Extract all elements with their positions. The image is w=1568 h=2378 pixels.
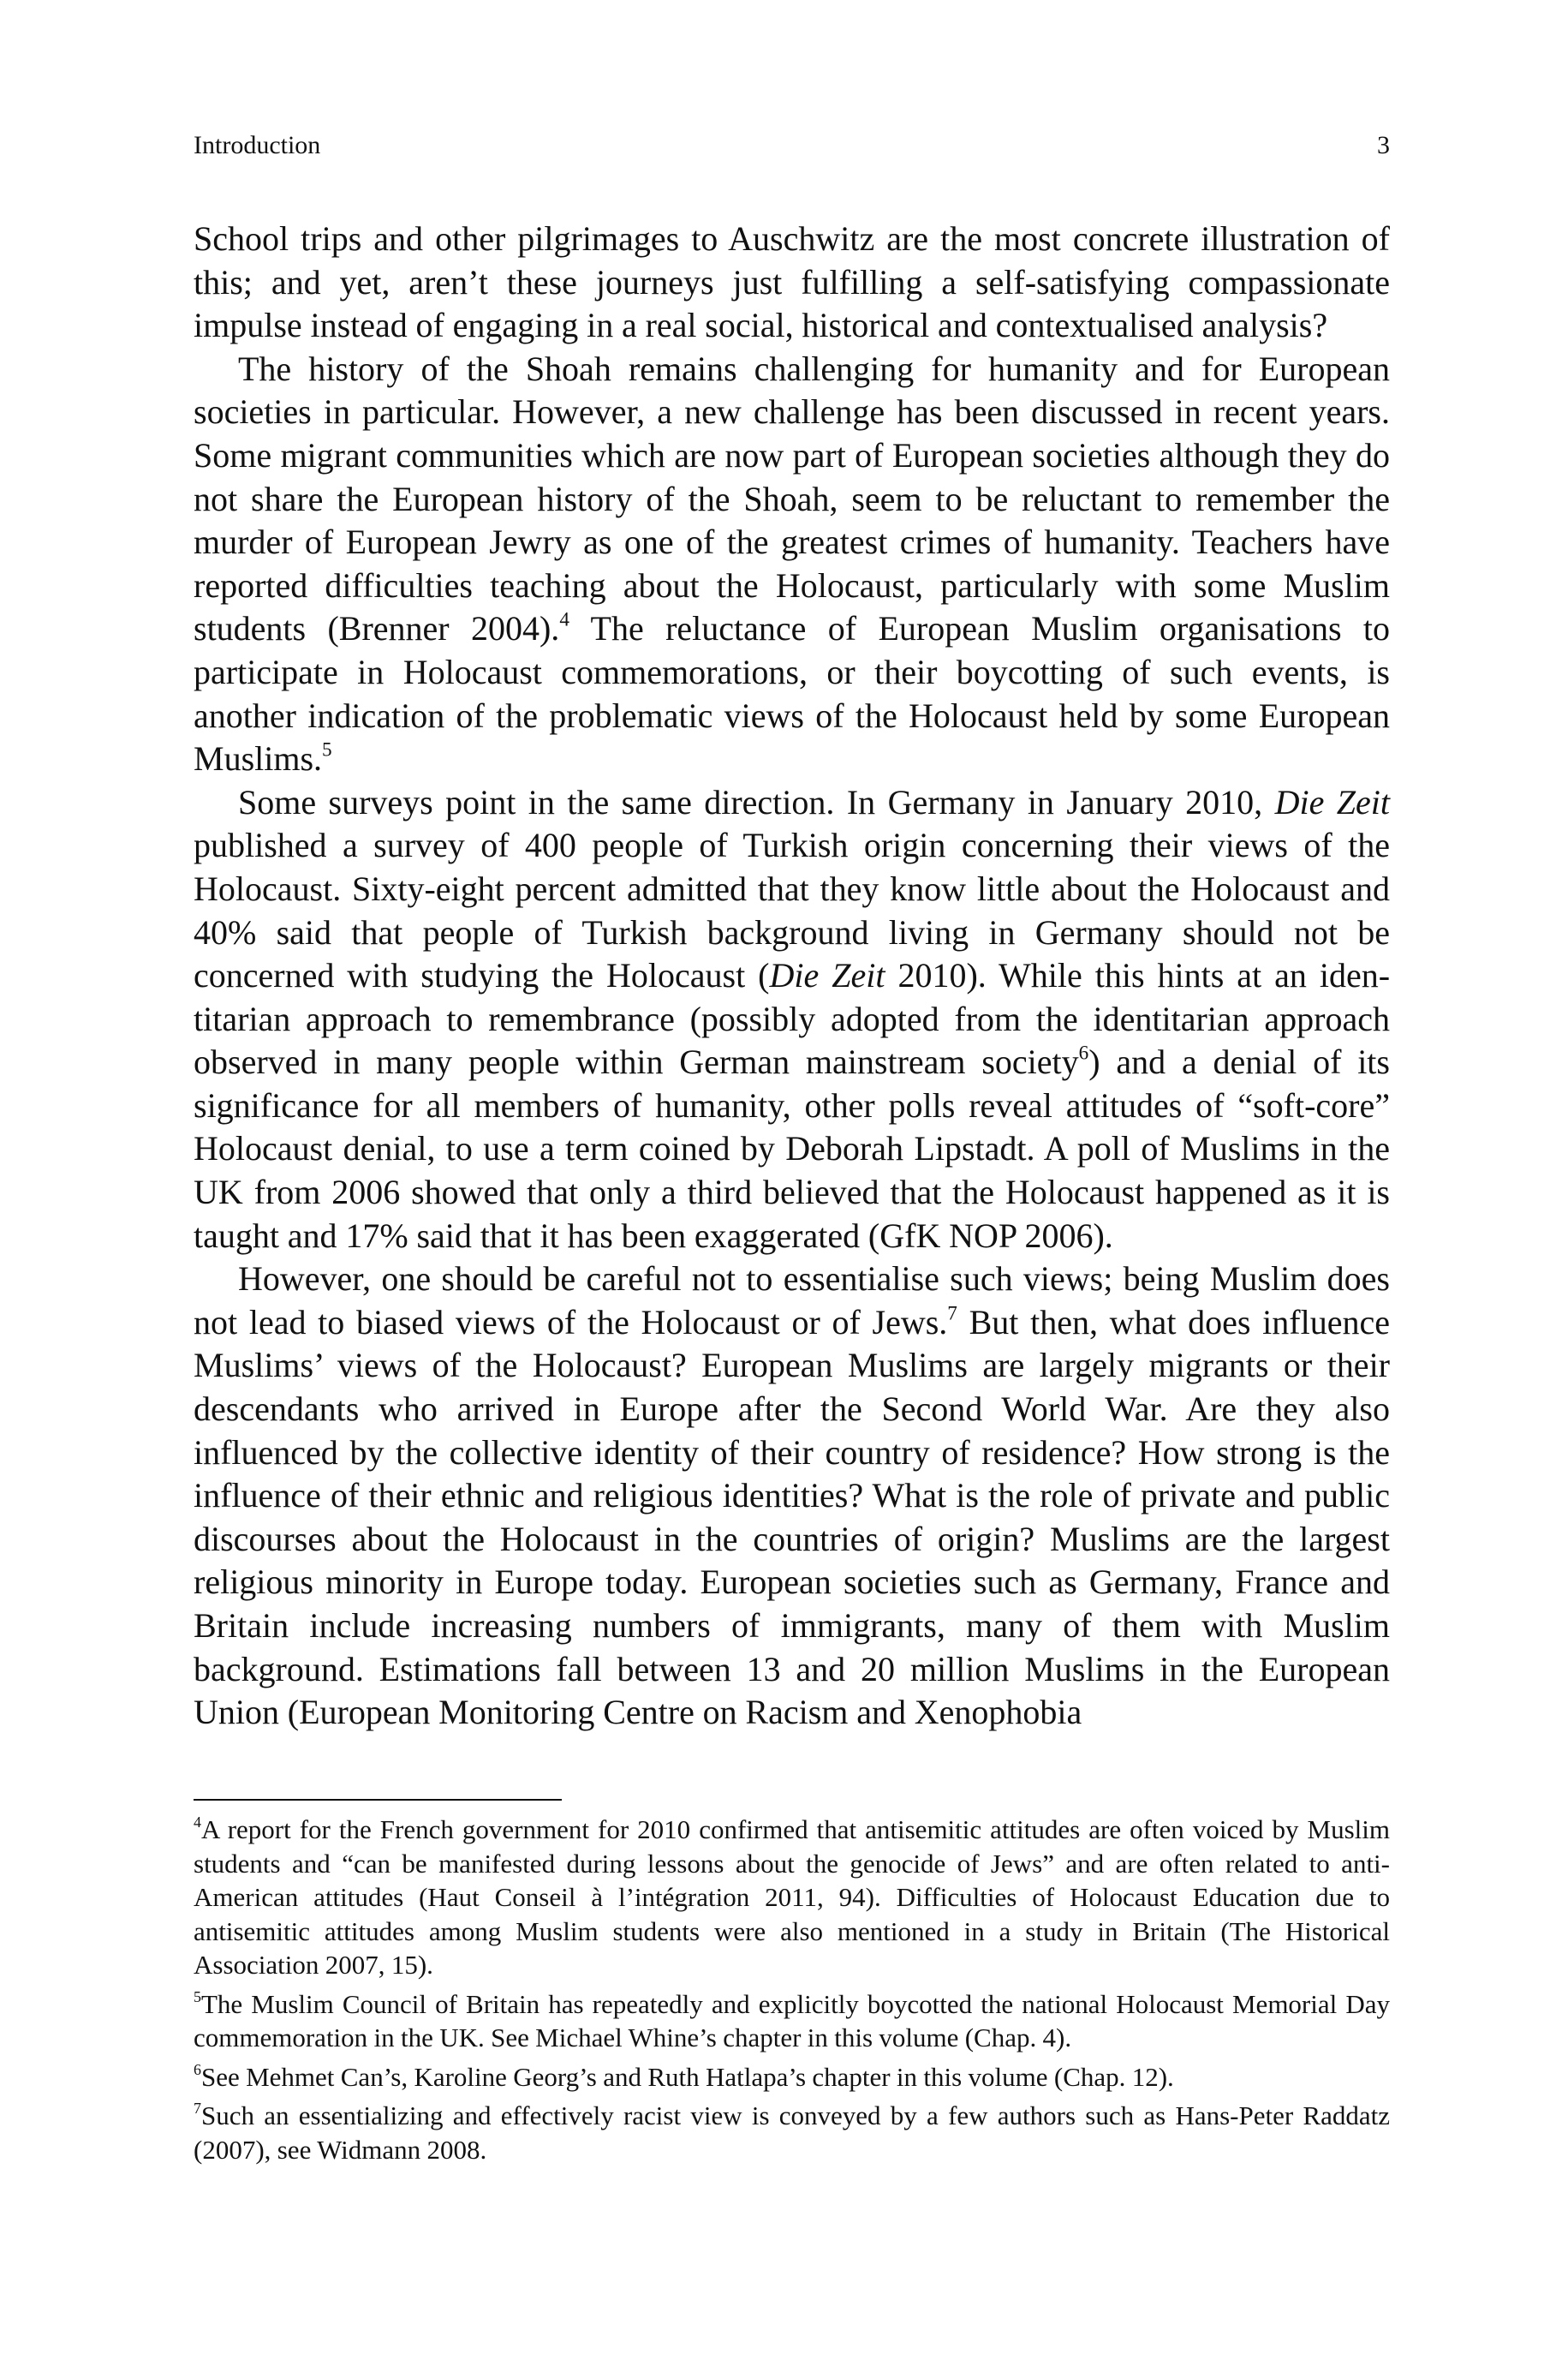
footnote-text-6: See Mehmet Can’s, Karoline Georg’s and Ruth Hatlapa’s chapter in this volume (Chap. 12).	[200, 2061, 1174, 2092]
footnote-number-4: 4	[194, 1813, 201, 1831]
footnote-number-5: 5	[194, 1987, 201, 2005]
footnotes	[194, 1813, 1390, 2172]
footnote-reference-5: 5	[322, 738, 332, 762]
footnote-6	[194, 2060, 1390, 2094]
paragraph-3	[194, 781, 1390, 1258]
footnote-reference-7: 7	[947, 1302, 957, 1325]
footnote-reference-6: 6	[1078, 1042, 1089, 1065]
footnote-divider	[194, 1799, 562, 1801]
footnote-4	[194, 1813, 1390, 1982]
footnote-text-4: A report for the French government for 2010 confirmed that antisemitic attitudes are often voiced by Muslim students and “can be manifested during lessons about the genocide of Jews” and are often related to anti-American attitudes (Haut Conseil à l’intégration 2011, 94). Difficulties of Holocaust Education due to antisemitic attitudes among Muslim students were also mentioned in a study in Britain (The Historical Association 2007, 15).	[194, 1814, 1390, 1980]
footnote-number-7: 7	[194, 2100, 201, 2118]
paragraph-4	[194, 1258, 1390, 1735]
footnote-7	[194, 2099, 1390, 2166]
paragraph-2-text-before-note-4: The history of the Shoah remains challenging for humanity and for European societies in particular. However, a new challenge has been discussed in recent years. Some migrant communities which are now part of European societies although they do not share the European history of the Shoah, seem to be reluctant to remember the murder of European Jewry as one of the greatest crimes of humanity. Teachers have reported difficulties teaching about the Holocaust, particularly with some Muslim students (Brenner 2004).	[194, 349, 1390, 648]
page-number: 3	[1377, 131, 1390, 159]
footnote-number-6: 6	[194, 2060, 201, 2078]
paragraph-3-text-before-italic-1: Some surveys point in the same direction. In Germany in January 2010,	[238, 782, 1275, 822]
footnote-5	[194, 1987, 1390, 2055]
footnote-reference-4: 4	[559, 608, 569, 631]
paragraph-2	[194, 348, 1390, 781]
running-title: Introduction	[194, 131, 321, 159]
paragraph-1-text: School trips and other pilgrimages to Auschwitz are the most concrete illustration of this; and yet, aren’t these journeys just fulfilling a self-satisfying compassionate impulse instead of engaging in a real social, historical and contextualised analysis?	[194, 219, 1390, 345]
paragraph-1	[194, 218, 1390, 348]
paragraph-4-text-after-note-7: But then, what does influence Muslims’ views of the Holocaust? European Muslims are largely migrants or their descendants who arrived in Europe after the Second World War. Are they also influenced by the collective identity of their country of residence? How strong is the influence of their ethnic and religious identities? What is the role of private and public discourses about the Holocaust in the countries of origin? Muslims are the largest religious minority in Europe today. European societies such as Germany, France and Britain include increasing numbers of immigrants, many of them with Muslim background. Estimations fall between 13 and 20 million Muslims in the European Union (European Monitoring Centre on Racism and Xenophobia	[194, 1302, 1390, 1732]
paragraph-2-text-after-note-4: The reluctance of European Muslim organisations to participate in Holocaust commemorations, or their boycotting of such events, is another indication of the problematic views of the Holocaust held by some European Muslims.	[194, 609, 1390, 779]
publication-title-die-zeit-citation: Die Zeit	[769, 956, 885, 995]
paragraph-3-text-between-italics: published a survey of 400 people of Turkish origin concerning their views of the Holocaust. Sixty-eight percent admitted that they know little about the Holocaust and 40% said that people of Turkish background living in Germany should not be concerned with studying the Holocaust (	[194, 826, 1390, 995]
footnote-text-5: The Muslim Council of Britain has repeatedly and explicitly boycotted the national Holocaust Memorial Day commemoration in the UK. See Michael Whine’s chapter in this volume (Chap. 4).	[194, 1988, 1390, 2052]
publication-title-die-zeit: Die Zeit	[1274, 782, 1391, 822]
footnote-text-7: Such an essentializing and effectively racist view is conveyed by a few authors such as Hans-Peter Raddatz (2007), see Widmann 2008.	[194, 2100, 1390, 2165]
paragraph-4-text-before-note-7: However, one should be careful not to essentialise such views; being Muslim does not lead to biased views of the Holocaust or of Jews.	[194, 1259, 1390, 1341]
paragraph-3-text-after-italic-2: 2010). While this hints at an iden-titarian approach to remembrance (possibly adopted from the identitarian approach observed in many people within German mainstream society	[194, 956, 1391, 1082]
running-head	[194, 128, 1390, 163]
body-text	[194, 218, 1390, 1735]
paragraph-3-text-after-note-6: ) and a denial of its significance for all members of humanity, other polls reveal attitudes of “soft-core” Holocaust denial, to use a term coined by Deborah Lipstadt. A poll of Muslims in the UK from 2006 showed that only a third believed that the Holocaust happened as it is taught and 17% said that it has been exaggerated (GfK NOP 2006).	[194, 1043, 1390, 1255]
